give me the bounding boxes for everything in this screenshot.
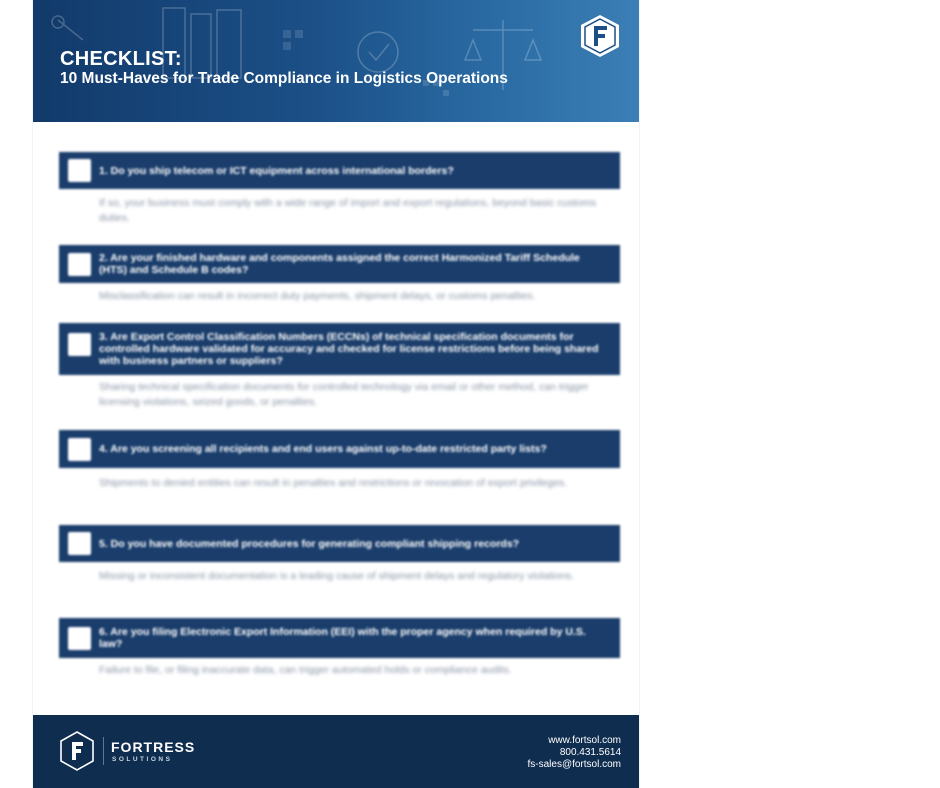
checklist-note: Missing or inconsistent documentation is a leading cause of shipment delays and regulatory violations.	[99, 570, 575, 582]
checklist-item-header	[59, 245, 620, 283]
checklist-note: Failure to file, or filing inaccurate data, can trigger automated holds or compliance audits.	[99, 664, 512, 676]
checkbox-icon[interactable]	[68, 532, 91, 555]
checklist-note: Sharing technical specification documents for controlled technology via email or other method, can trigger licensing violations, seized goods, or penalties.	[99, 381, 589, 408]
fortress-shield-logo-icon	[579, 14, 621, 58]
checklist-question: 1. Do you ship telecom or ICT equipment across international borders?	[99, 165, 454, 177]
footer	[33, 715, 639, 788]
checklist-note: If so, your business must comply with a wide range of import and export regulations, beyond basic customs duties.	[99, 197, 597, 224]
checklist-note: Misclassification can result in incorrect duty payments, shipment delays, or customs penalties.	[99, 290, 536, 302]
email-link[interactable]: fs-sales@fortsol.com	[527, 759, 621, 770]
checklist-question: 5. Do you have documented procedures for generating compliant shipping records?	[99, 538, 520, 550]
checklist-question: 3. Are Export Control Classification Numbers (ECCNs) of technical specification documents for controlled hardware validated for accuracy and checked for license restrictions before being shared with business partners or suppliers?	[99, 331, 599, 367]
footer-divider	[103, 737, 104, 765]
website-link[interactable]: www.fortsol.com	[548, 735, 621, 746]
checkbox-icon[interactable]	[68, 438, 91, 461]
checklist-item-header	[59, 430, 620, 468]
brand-subtitle: SOLUTIONS	[112, 756, 173, 763]
brand-name: FORTRESS	[111, 739, 196, 755]
checklist-question: 2. Are your finished hardware and components assigned the correct Harmonized Tariff Schedule (HTS) and Schedule B codes?	[99, 252, 580, 276]
checklist-question: 6. Are you filing Electronic Export Information (EEI) with the proper agency when required by U.S. law?	[99, 626, 586, 650]
checklist-page	[33, 0, 639, 788]
checkbox-icon[interactable]	[68, 253, 91, 276]
checklist-item-header	[59, 323, 620, 375]
checkbox-icon[interactable]	[68, 159, 91, 182]
header-banner	[33, 0, 639, 122]
page-subtitle: 10 Must-Haves for Trade Compliance in Logistics Operations	[60, 70, 508, 87]
fortress-shield-logo-icon	[59, 731, 95, 771]
checklist-item-header	[59, 525, 620, 562]
checklist-question: 4. Are you screening all recipients and end users against up-to-date restricted party lists?	[99, 443, 547, 455]
phone-number[interactable]: 800.431.5614	[559, 747, 621, 758]
contact-info	[527, 735, 621, 771]
checklist-item-header	[59, 152, 620, 189]
checklist-item-header	[59, 618, 620, 658]
page-title: CHECKLIST:	[60, 48, 182, 70]
checklist-note: Shipments to denied entities can result in penalties and restrictions or revocation of export privileges.	[99, 477, 568, 489]
checkbox-icon[interactable]	[68, 333, 91, 356]
checkbox-icon[interactable]	[68, 627, 91, 650]
